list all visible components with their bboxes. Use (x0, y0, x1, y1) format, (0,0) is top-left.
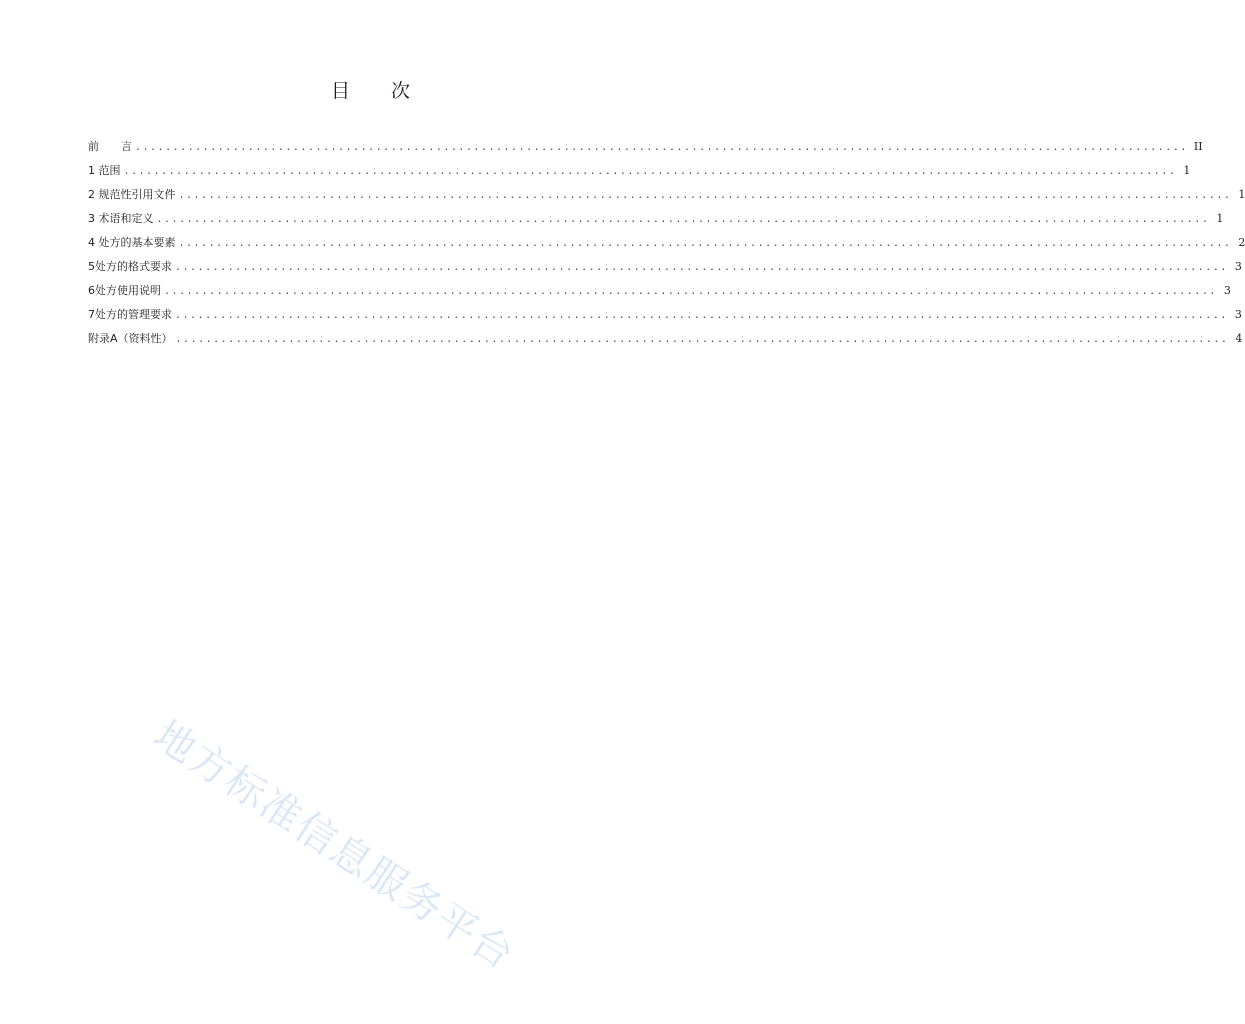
page-title: 目 次 (330, 80, 411, 102)
toc-page-number: II (1193, 140, 1203, 153)
toc-entry-management-requirements[interactable] (88, 303, 1242, 327)
toc-entry-appendix-a[interactable] (88, 327, 1243, 351)
dot-leader: ............................................................................................................................................ (175, 334, 1229, 345)
toc-entry-terms-definitions[interactable] (88, 207, 1224, 231)
toc-page-number: 1 (1216, 212, 1224, 225)
toc-page-number: 3 (1234, 308, 1242, 321)
toc-label: 5处方的格式要求 (88, 255, 175, 279)
toc-page-number: 1 (1183, 164, 1191, 177)
dot-leader: ............................................................................................................................................ (164, 286, 1217, 297)
toc-entry-foreword[interactable] (88, 135, 1203, 159)
dot-leader: ............................................................................................................................................ (123, 166, 1177, 177)
toc-entry-basic-elements[interactable] (88, 231, 1245, 255)
dot-leader: ............................................................................................................................................ (135, 142, 1188, 153)
toc-page-number: 3 (1223, 284, 1231, 297)
toc-page-number: 4 (1235, 332, 1243, 345)
toc-label: 3 术语和定义 (88, 207, 157, 231)
toc-label: 6处方使用说明 (88, 279, 164, 303)
toc-label: 前 言 (88, 135, 135, 159)
toc-label: 附录A（资料性） (88, 327, 176, 351)
watermark: 地方标准信息服务平台 (145, 712, 523, 980)
toc-page-number: 2 (1238, 236, 1245, 249)
table-of-contents (88, 135, 1245, 351)
toc-label: 1 范围 (88, 159, 124, 183)
dot-leader: ............................................................................................................................................ (156, 214, 1210, 225)
dot-leader: ............................................................................................................................................ (175, 262, 1228, 273)
toc-page-number: 3 (1234, 260, 1242, 273)
toc-label: 7处方的管理要求 (88, 303, 175, 327)
toc-label: 4 处方的基本要素 (88, 231, 179, 255)
toc-entry-format-requirements[interactable] (88, 255, 1242, 279)
dot-leader: ............................................................................................................................................ (178, 238, 1232, 249)
dot-leader: ............................................................................................................................................ (178, 190, 1232, 201)
toc-page-number: 1 (1238, 188, 1245, 201)
toc-entry-usage-instructions[interactable] (88, 279, 1231, 303)
toc-entry-scope[interactable] (88, 159, 1191, 183)
dot-leader: ............................................................................................................................................ (175, 310, 1228, 321)
toc-entry-normative-references[interactable] (88, 183, 1245, 207)
toc-label: 2 规范性引用文件 (88, 183, 179, 207)
